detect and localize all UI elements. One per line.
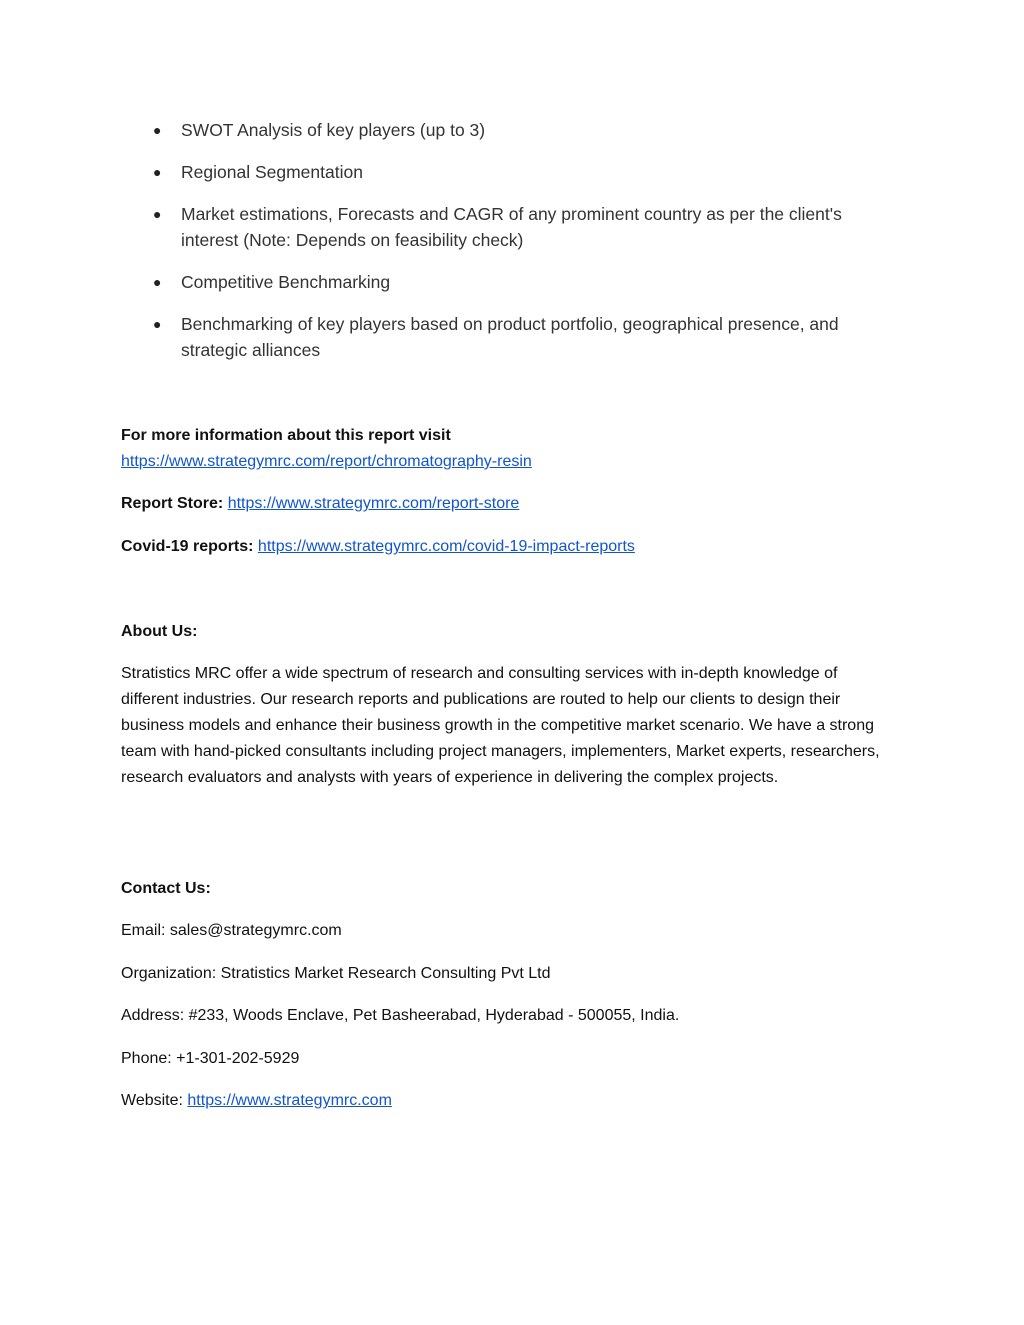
website-label: Website:: [121, 1092, 183, 1109]
bullet-icon: ●: [153, 122, 162, 138]
contact-website-line: [121, 1088, 901, 1114]
bullet-icon: ●: [153, 206, 162, 222]
contact-phone: Phone: +1-301-202-5929: [121, 1050, 300, 1067]
report-store-link[interactable]: https://www.strategymrc.com/report-store: [227, 495, 520, 512]
report-link[interactable]: https://www.strategymrc.com/report/chromatography-resin: [121, 453, 532, 470]
contact-email: Email: sales@strategymrc.com: [121, 922, 342, 939]
website-link[interactable]: https://www.strategymrc.com: [187, 1092, 392, 1109]
covid-reports-line: [121, 534, 901, 560]
report-store-label: Report Store:: [121, 495, 224, 512]
list-item-text: Market estimations, Forecasts and CAGR of any prominent country as per the client's interest (Note: Depends on feasibility check): [181, 204, 842, 250]
contact-heading: Contact Us:: [121, 880, 211, 897]
more-info-block: [121, 423, 901, 475]
report-store-line: [121, 491, 901, 517]
features-list: [121, 117, 901, 379]
bullet-icon: ●: [153, 164, 162, 180]
about-paragraph: Stratistics MRC offer a wide spectrum of research and consulting services with in-depth knowledge of different industries. Our research reports and publications are routed to help our clients to design their business models and enhance their business growth in the competitive market scenario. We have a strong team with hand-picked consultants including project managers, implementers, Market experts, researchers, research evaluators and analysts with years of experience in delivering the complex projects.: [121, 665, 880, 786]
covid-reports-label: Covid-19 reports:: [121, 538, 254, 555]
bullet-icon: ●: [153, 316, 162, 332]
bullet-icon: ●: [153, 274, 162, 290]
contact-address: Address: #233, Woods Enclave, Pet Basheerabad, Hyderabad - 500055, India.: [121, 1007, 680, 1024]
list-item-text: Competitive Benchmarking: [181, 272, 391, 292]
contact-organization: Organization: Stratistics Market Research Consulting Pvt Ltd: [121, 965, 551, 982]
about-heading: About Us:: [121, 623, 198, 640]
list-item-text: Regional Segmentation: [181, 162, 363, 182]
list-item: [121, 201, 901, 253]
covid-reports-link[interactable]: https://www.strategymrc.com/covid-19-impact-reports: [257, 538, 635, 555]
list-item-text: SWOT Analysis of key players (up to 3): [181, 120, 486, 140]
list-item: [121, 117, 901, 143]
more-info-label: For more information about this report visit: [121, 427, 451, 444]
list-item: [121, 269, 901, 295]
list-item: [121, 311, 901, 363]
list-item-text: Benchmarking of key players based on product portfolio, geographical presence, and strategic alliances: [181, 314, 839, 360]
list-item: [121, 159, 901, 185]
